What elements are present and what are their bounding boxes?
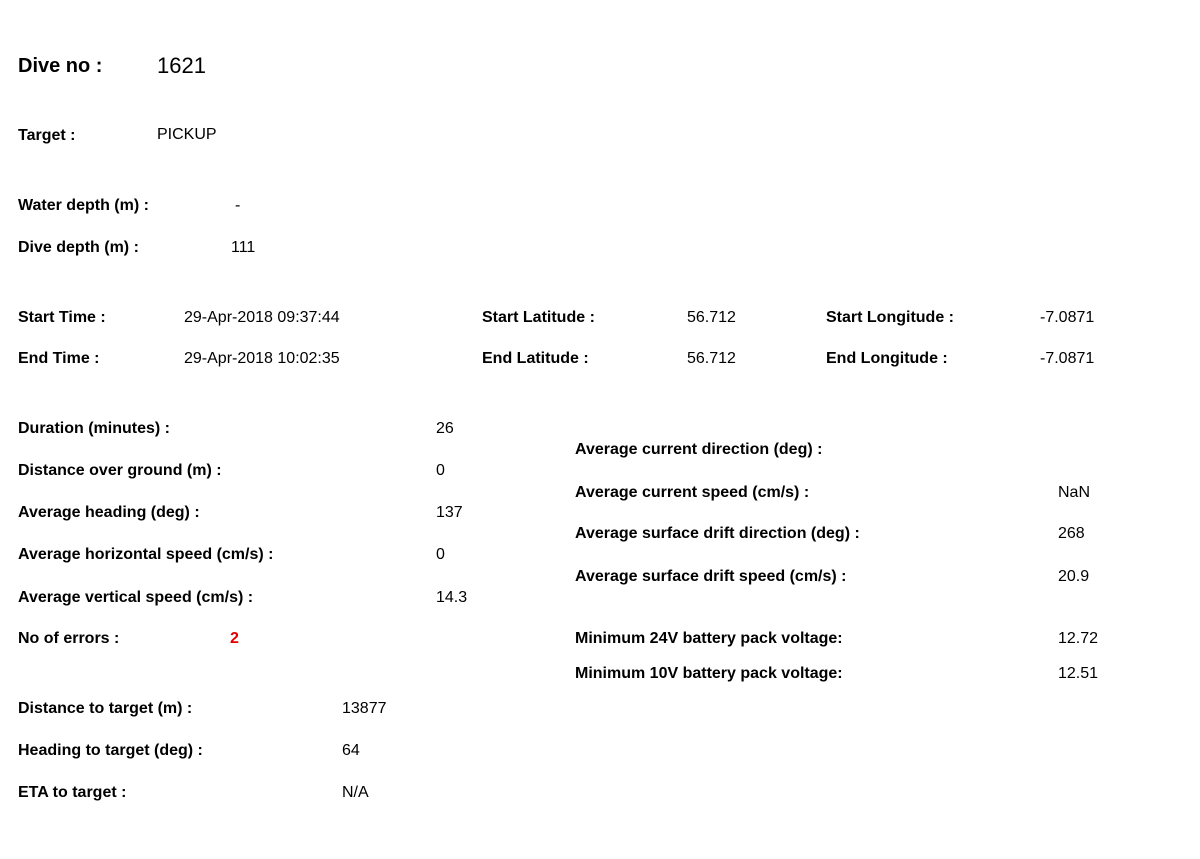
dive-depth-value: 111 (231, 239, 256, 256)
eta-to-target-value: N/A (342, 784, 369, 801)
start-longitude-label: Start Longitude : (826, 309, 954, 326)
water-depth-value: - (235, 197, 241, 214)
end-time-value: 29-Apr-2018 10:02:35 (184, 350, 340, 367)
duration-value: 26 (436, 420, 454, 437)
end-latitude-label: End Latitude : (482, 350, 589, 367)
eta-to-target-label: ETA to target : (18, 784, 127, 801)
end-longitude-label: End Longitude : (826, 350, 948, 367)
distance-over-ground-value: 0 (436, 462, 445, 479)
surface-drift-speed-value: 20.9 (1058, 568, 1090, 585)
average-heading-value: 137 (436, 504, 463, 521)
surface-drift-direction-value: 268 (1058, 525, 1085, 542)
average-heading-label: Average heading (deg) : (18, 504, 200, 521)
heading-to-target-label: Heading to target (deg) : (18, 742, 203, 759)
battery-10v-label: Minimum 10V battery pack voltage: (575, 665, 843, 682)
start-latitude-label: Start Latitude : (482, 309, 595, 326)
target-label: Target : (18, 127, 76, 144)
current-speed-value: NaN (1058, 484, 1091, 501)
average-vertical-speed-label: Average vertical speed (cm/s) : (18, 589, 254, 606)
dive-depth-label: Dive depth (m) : (18, 239, 139, 256)
surface-drift-direction-label: Average surface drift direction (deg) : (575, 525, 860, 542)
start-time-label: Start Time : (18, 309, 106, 326)
end-latitude-value: 56.712 (687, 350, 736, 367)
current-speed-label: Average current speed (cm/s) : (575, 484, 810, 501)
surface-drift-speed-label: Average surface drift speed (cm/s) : (575, 568, 847, 585)
distance-to-target-label: Distance to target (m) : (18, 700, 193, 717)
heading-to-target-value: 64 (342, 742, 360, 759)
start-latitude-value: 56.712 (687, 309, 736, 326)
distance-over-ground-label: Distance over ground (m) : (18, 462, 222, 479)
errors-value: 2 (230, 630, 239, 647)
start-time-value: 29-Apr-2018 09:37:44 (184, 309, 340, 326)
start-longitude-value: -7.0871 (1040, 309, 1095, 326)
average-vertical-speed-value: 14.3 (436, 589, 468, 606)
dive-no-value: 1621 (157, 53, 206, 78)
battery-24v-label: Minimum 24V battery pack voltage: (575, 630, 843, 647)
distance-to-target-value: 13877 (342, 700, 387, 717)
water-depth-label: Water depth (m) : (18, 197, 149, 214)
average-horizontal-speed-value: 0 (436, 546, 445, 563)
target-value: PICKUP (157, 126, 217, 143)
average-horizontal-speed-label: Average horizontal speed (cm/s) : (18, 546, 274, 563)
battery-24v-value: 12.72 (1058, 630, 1099, 647)
end-longitude-value: -7.0871 (1040, 350, 1095, 367)
duration-label: Duration (minutes) : (18, 420, 170, 437)
end-time-label: End Time : (18, 350, 100, 367)
errors-label: No of errors : (18, 630, 120, 647)
dive-no-label: Dive no : (18, 55, 103, 77)
battery-10v-value: 12.51 (1058, 665, 1099, 682)
current-direction-label: Average current direction (deg) : (575, 441, 823, 458)
